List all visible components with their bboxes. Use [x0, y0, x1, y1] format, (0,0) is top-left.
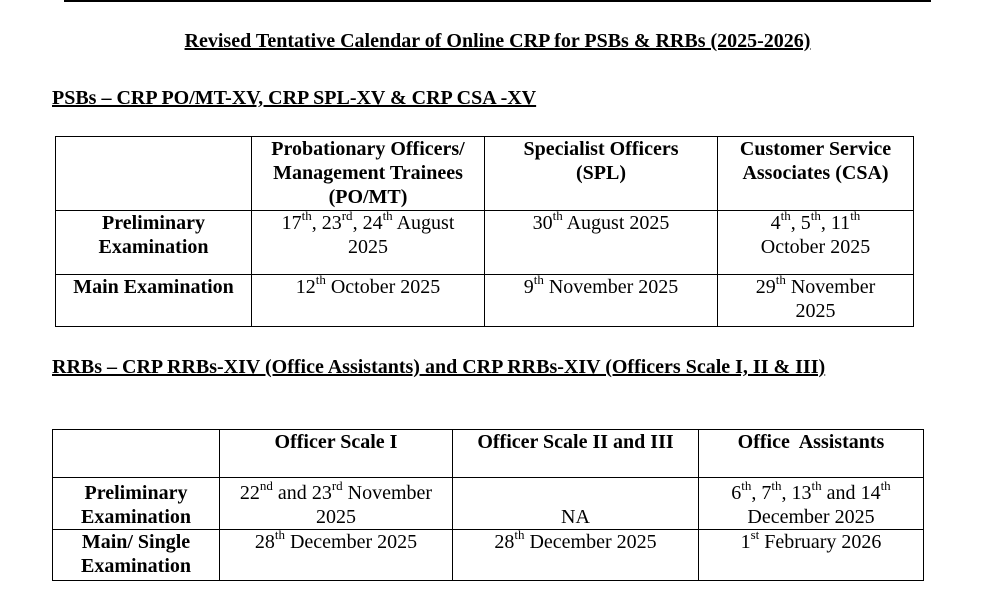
rrb-main-oa-date: 1st February 2026	[699, 530, 924, 581]
row-label-main: Main Examination	[56, 275, 252, 327]
psb-main-csa-date: 29th November 2025	[718, 275, 914, 327]
rrb-prelim-oa-date: 6th, 7th, 13th and 14th December 2025	[699, 478, 924, 530]
header-po-mt: Probationary Officers/ Management Trainees (PO/MT)	[252, 137, 485, 211]
table-row	[53, 530, 924, 581]
rrb-main-scale23-date: 28th December 2025	[453, 530, 699, 581]
psb-main-spl-date: 9th November 2025	[485, 275, 718, 327]
header-officer-scale-2-3: Officer Scale II and III	[453, 430, 699, 478]
table-row	[53, 478, 924, 530]
header-empty-cell	[53, 430, 220, 478]
rrb-section-heading: RRBs – CRP RRBs-XIV (Office Assistants) and CRP RRBs-XIV (Officers Scale I, II & III)	[52, 356, 826, 378]
document-title: Revised Tentative Calendar of Online CRP for PSBs & RRBs (2025-2026)	[184, 30, 811, 52]
rrb-prelim-scale1-date: 22nd and 23rd November 2025	[220, 478, 453, 530]
row-label-preliminary: Preliminary Examination	[56, 211, 252, 275]
header-csa: Customer Service Associates (CSA)	[718, 137, 914, 211]
table-row	[56, 211, 914, 275]
psb-main-pomt-date: 12th October 2025	[252, 275, 485, 327]
table-row	[56, 275, 914, 327]
header-empty-cell	[56, 137, 252, 211]
header-officer-scale-1: Officer Scale I	[220, 430, 453, 478]
psb-prelim-csa-date: 4th, 5th, 11th October 2025	[718, 211, 914, 275]
top-rule	[64, 0, 931, 2]
rrb-calendar-table	[52, 429, 924, 581]
psb-calendar-table	[55, 136, 914, 327]
psb-prelim-pomt-date: 17th, 23rd, 24th August 2025	[252, 211, 485, 275]
header-spl: Specialist Officers (SPL)	[485, 137, 718, 211]
row-label-preliminary: Preliminary Examination	[53, 478, 220, 530]
rrb-prelim-scale23-value: NA	[453, 478, 699, 530]
psb-section-heading: PSBs – CRP PO/MT-XV, CRP SPL-XV & CRP CSA -XV	[52, 87, 537, 109]
table-header-row	[56, 137, 914, 211]
rrb-main-scale1-date: 28th December 2025	[220, 530, 453, 581]
table-header-row	[53, 430, 924, 478]
row-label-main-single: Main/ Single Examination	[53, 530, 220, 581]
psb-prelim-spl-date: 30th August 2025	[485, 211, 718, 275]
header-office-assistants: Office Assistants	[699, 430, 924, 478]
